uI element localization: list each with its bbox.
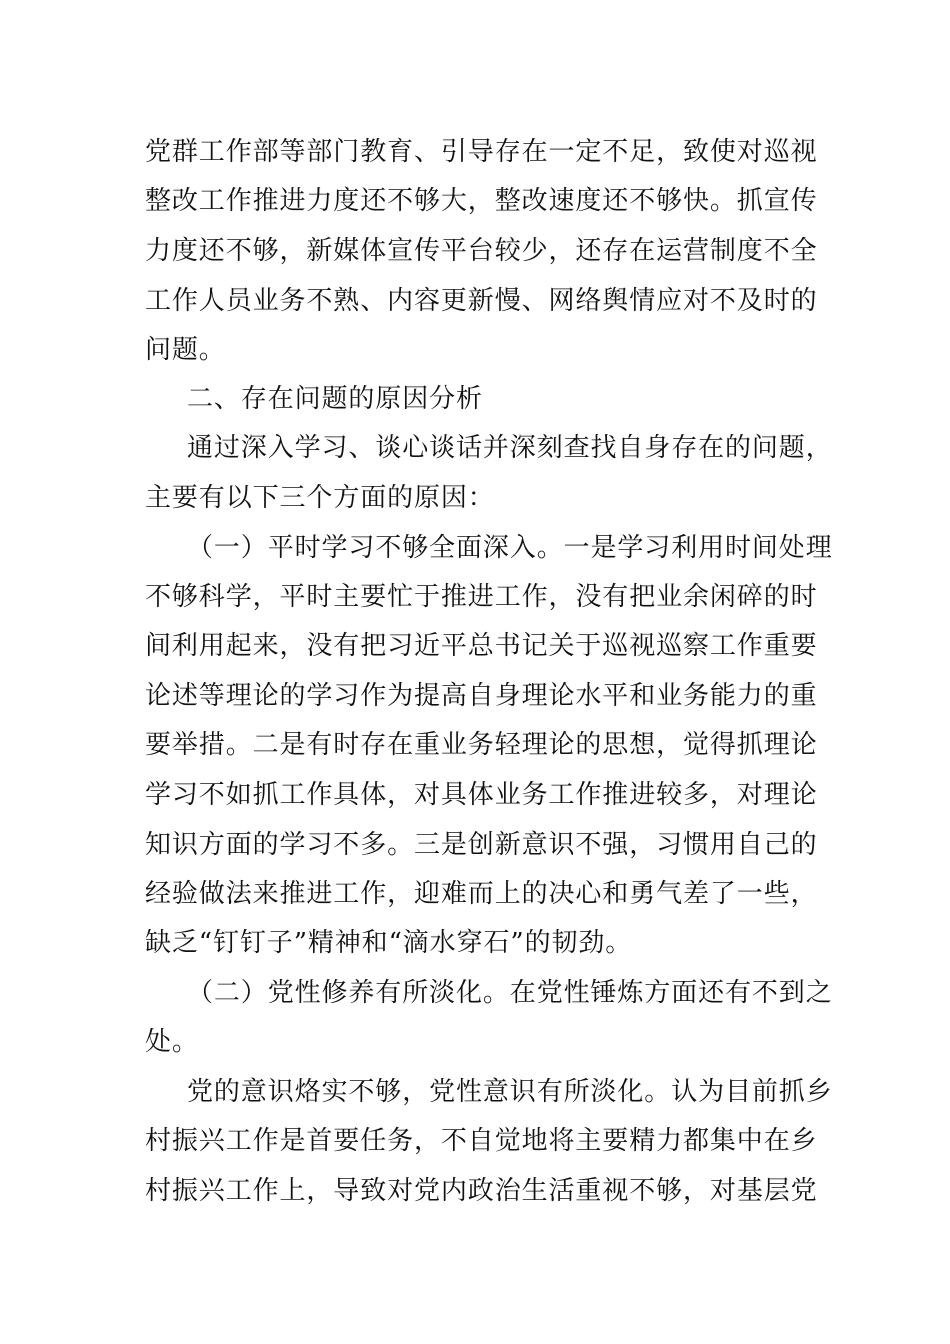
subsection-heading-line: （二）党性修养有所淡化。在党性锤炼方面还有不到之 (187, 978, 833, 1008)
body-text-line: 论述等理论的学习作为提高自身理论水平和业务能力的重 (145, 681, 818, 711)
body-text-line: 通过深入学习、谈心谈话并深刻查找自身存在的问题， (187, 433, 833, 463)
body-text-line: 工作人员业务不熟、内容更新慢、网络舆情应对不及时的 (145, 286, 818, 316)
body-text-line: 不够科学，平时主要忙于推进工作，没有把业余闲碎的时 (145, 582, 818, 612)
body-text-line: 要举措。二是有时存在重业务轻理论的思想，觉得抓理论 (145, 730, 818, 760)
body-text-line: 党群工作部等部门教育、引导存在一定不足，致使对巡视 (145, 137, 818, 167)
body-text-line: 问题。 (145, 335, 226, 365)
subsection-heading-line: （一）平时学习不够全面深入。一是学习利用时间处理 (187, 533, 833, 563)
body-text-line: 村振兴工作是首要任务，不自觉地将主要精力都集中在乡 (145, 1126, 818, 1156)
body-text-line: 整改工作推进力度还不够大，整改速度还不够快。抓宣传 (145, 186, 818, 216)
body-text-line: 间利用起来，没有把习近平总书记关于巡视巡察工作重要 (145, 631, 818, 661)
body-text-line: 村振兴工作上，导致对党内政治生活重视不够，对基层党 (145, 1176, 818, 1206)
section-heading: 二、存在问题的原因分析 (187, 384, 483, 414)
body-text-line: 主要有以下三个方面的原因： (145, 483, 495, 513)
body-text-line: 处。 (145, 1027, 199, 1057)
body-text-line: 知识方面的学习不多。三是创新意识不强，习惯用自己的 (145, 830, 818, 860)
body-text-line: 力度还不够，新媒体宣传平台较少，还存在运营制度不全 (145, 236, 818, 266)
body-text-line: 缺乏“钉钉子”精神和“滴水穿石”的韧劲。 (145, 928, 633, 958)
body-text-line: 党的意识烙实不够，党性意识有所淡化。认为目前抓乡 (187, 1077, 833, 1107)
body-text-line: 学习不如抓工作具体，对具体业务工作推进较多，对理论 (145, 780, 818, 810)
body-text-line: 经验做法来推进工作，迎难而上的决心和勇气差了一些， (145, 879, 818, 909)
